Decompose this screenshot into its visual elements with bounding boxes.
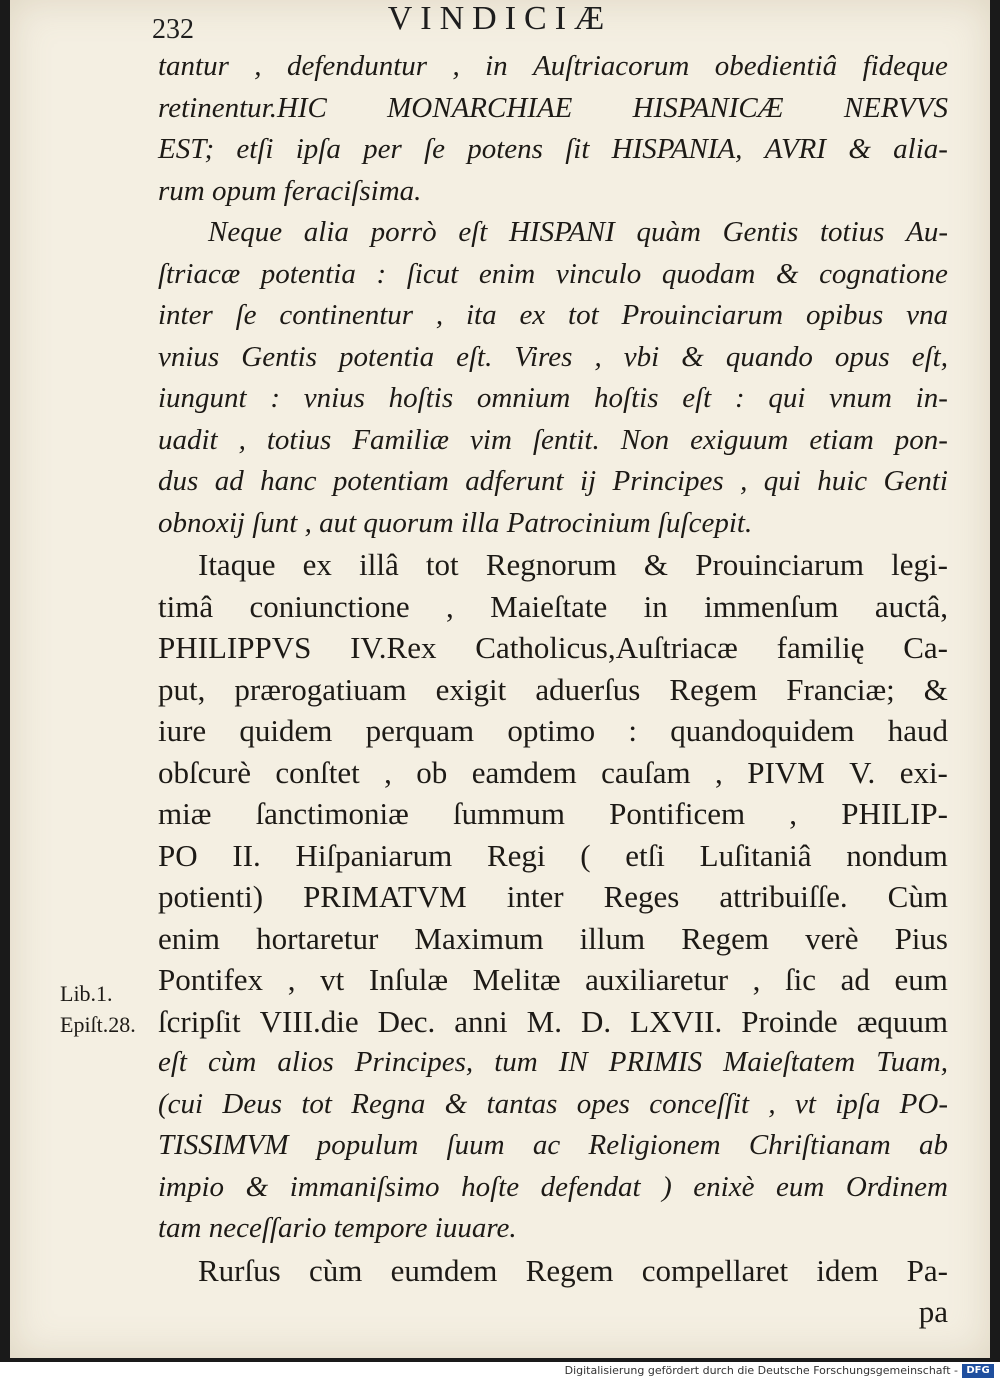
text-line: Itaque ex illâ tot Regnorum & Prouinciarum legi- — [198, 547, 948, 582]
text-line: dus ad hanc potentiam adferunt ij Principes , qui huic Genti — [158, 465, 948, 497]
text-line: iure quidem perquam optimo : quandoquidem haud — [158, 713, 948, 748]
text-line: impio & immaniſsimo hoſte defendat ) enixè eum Ordinem — [158, 1170, 948, 1203]
text-line: retinentur.HIC MONARCHIAE HISPANICÆ NERVVS — [158, 91, 948, 124]
text-line: PHILIPPVS IV.Rex Catholicus,Auſtriacæ familię Ca- — [158, 630, 948, 665]
running-title: VINDICIÆ — [387, 0, 613, 37]
text-line: obnoxij ſunt , aut quorum illa Patrocinium ſuſcepit. — [158, 506, 753, 539]
text-line: uadit , totius Familiæ vim ſentit. Non exiguum etiam pon- — [158, 423, 948, 456]
text-line: vnius Gentis potentia eſt. Vires , vbi & quando opus eſt, — [158, 340, 948, 373]
text-line: EST; etſi ipſa per ſe potens ſit HISPANIA, AVRI & alia- — [158, 133, 948, 165]
text-line: Pontifex , vt Inſulæ Melitæ auxiliaretur , ſic ad eum — [158, 962, 948, 997]
text-line: enim hortaretur Maximum illum Regem verè Pius — [158, 920, 948, 956]
text-line: TISSIMVM populum ſuum ac Religionem Chriſtianam ab — [158, 1129, 948, 1161]
text-line: eſt cùm alios Principes, tum IN PRIMIS Maieſtatem Tuam, — [158, 1046, 948, 1078]
margin-note-line: Epiſt.28. — [60, 1012, 136, 1037]
text-line: PO II. Hiſpaniarum Regi ( etſi Luſitaniâ nondum — [158, 837, 948, 873]
text-line: tam neceſſario tempore iuuare. — [158, 1212, 517, 1244]
funding-notice: Digitalisierung gefördert durch die Deutsche Forschungsgemeinschaft - — [564, 1364, 958, 1377]
catchword: pa — [918, 1294, 948, 1329]
text-line: put, prærogatiuam exigit aduerſus Regem Franciæ; & — [158, 671, 948, 707]
text-line: miæ ſanctimoniæ ſummum Pontificem , PHILIP- — [158, 796, 948, 831]
text-line: ſtriacæ potentia : ſicut enim vinculo quodam & cognatione — [158, 257, 948, 290]
text-line: Neque alia porrò eſt HISPANI quàm Gentis totius Au- — [208, 216, 948, 248]
page-header — [10, 0, 990, 45]
footer-bar — [0, 1362, 1000, 1382]
margin-note-line: Lib.1. — [60, 981, 113, 1006]
page-number: 232 — [152, 14, 194, 45]
text-line: (cui Deus tot Regna & tantas opes conceſſit , vt ipſa PO- — [158, 1087, 948, 1120]
text-line: Rurſus cùm eumdem Regem compellaret idem Pa- — [198, 1252, 948, 1288]
margin-note — [60, 978, 160, 1040]
body-text — [158, 46, 948, 1333]
text-line: obſcurè conſtet , ob eamdem cauſam , PIVM V. exi- — [158, 754, 948, 790]
text-line: ſcripſit VIII.die Dec. anni M. D. LXVII. Proinde æquum — [158, 1003, 948, 1039]
dfg-logo: DFG — [962, 1364, 994, 1378]
text-line: inter ſe continentur , ita ex tot Prouinciarum opibus vna — [158, 299, 948, 331]
text-line: timâ coniunctione , Maieſtate in immenſum auctâ, — [158, 588, 948, 624]
text-line: tantur , defenduntur , in Auſtriacorum obedientiâ fideque — [158, 50, 948, 82]
text-line: rum opum feraciſsima. — [158, 174, 422, 207]
book-page — [10, 0, 990, 1358]
text-line: iungunt : vnius hoſtis omnium hoſtis eſt : qui vnum in- — [158, 382, 948, 414]
text-line: potienti) PRIMATVM inter Reges attribuiſſe. Cùm — [158, 879, 948, 914]
